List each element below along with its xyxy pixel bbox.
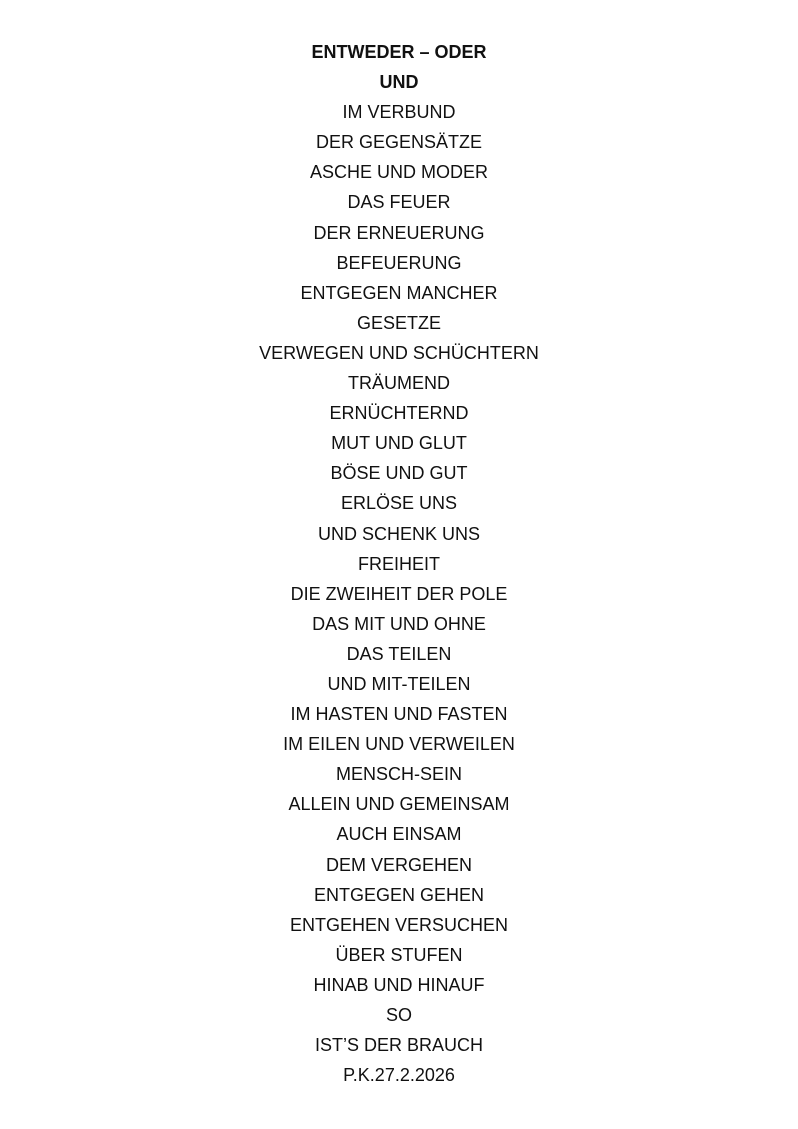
poem-signature: P.K.27.2.2026 [343,1065,455,1086]
poem-line: ALLEIN UND GEMEINSAM [288,794,510,815]
poem-line: DAS MIT UND OHNE [312,613,486,634]
poem-line: HINAB UND HINAUF [313,974,485,995]
poem-line: ENTGEGEN MANCHER [300,282,498,303]
poem-line: DER GEGENSÄTZE [315,132,483,153]
poem-title-line: UND [379,72,419,93]
poem-line: IM VERBUND [342,102,456,123]
poem-line: ERLÖSE UNS [340,493,458,514]
poem-line: IM HASTEN UND FASTEN [290,704,508,725]
poem-line: IST’S DER BRAUCH [314,1035,484,1056]
poem-line: DER ERNEUERUNG [313,222,485,243]
poem-line: TRÄUMEND [348,373,450,394]
poem-line: AUCH EINSAM [336,824,462,845]
poem-line: FREIHEIT [357,553,440,574]
poem-line: VERWEGEN UND SCHÜCHTERN [259,342,539,363]
poem-line: DIE ZWEIHEIT DER POLE [290,583,508,604]
poem-line: ENTGEHEN VERSUCHEN [289,914,509,935]
poem-line: BÖSE UND GUT [330,463,468,484]
poem-line: UND MIT-TEILEN [327,673,471,694]
poem-line: ERNÜCHTERND [329,403,469,424]
poem-line: DEM VERGEHEN [325,854,473,875]
poem [0,37,798,1090]
poem-line: DAS FEUER [347,192,451,213]
poem-line: MUT UND GLUT [331,433,467,454]
poem-line: UND SCHENK UNS [317,523,481,544]
poem-line: MENSCH-SEIN [335,764,462,785]
poem-line: DAS TEILEN [346,643,452,664]
poem-line: ENTGEGEN GEHEN [313,884,485,905]
poem-line: ASCHE UND MODER [309,162,488,183]
poem-line: GESETZE [356,312,441,333]
poem-line: SO [385,1005,412,1025]
poem-line: ÜBER STUFEN [335,944,463,965]
poem-title-line: ENTWEDER – ODER [311,42,487,62]
poem-line: BEFEUERUNG [336,252,462,273]
poem-line: IM EILEN UND VERWEILEN [283,734,515,755]
